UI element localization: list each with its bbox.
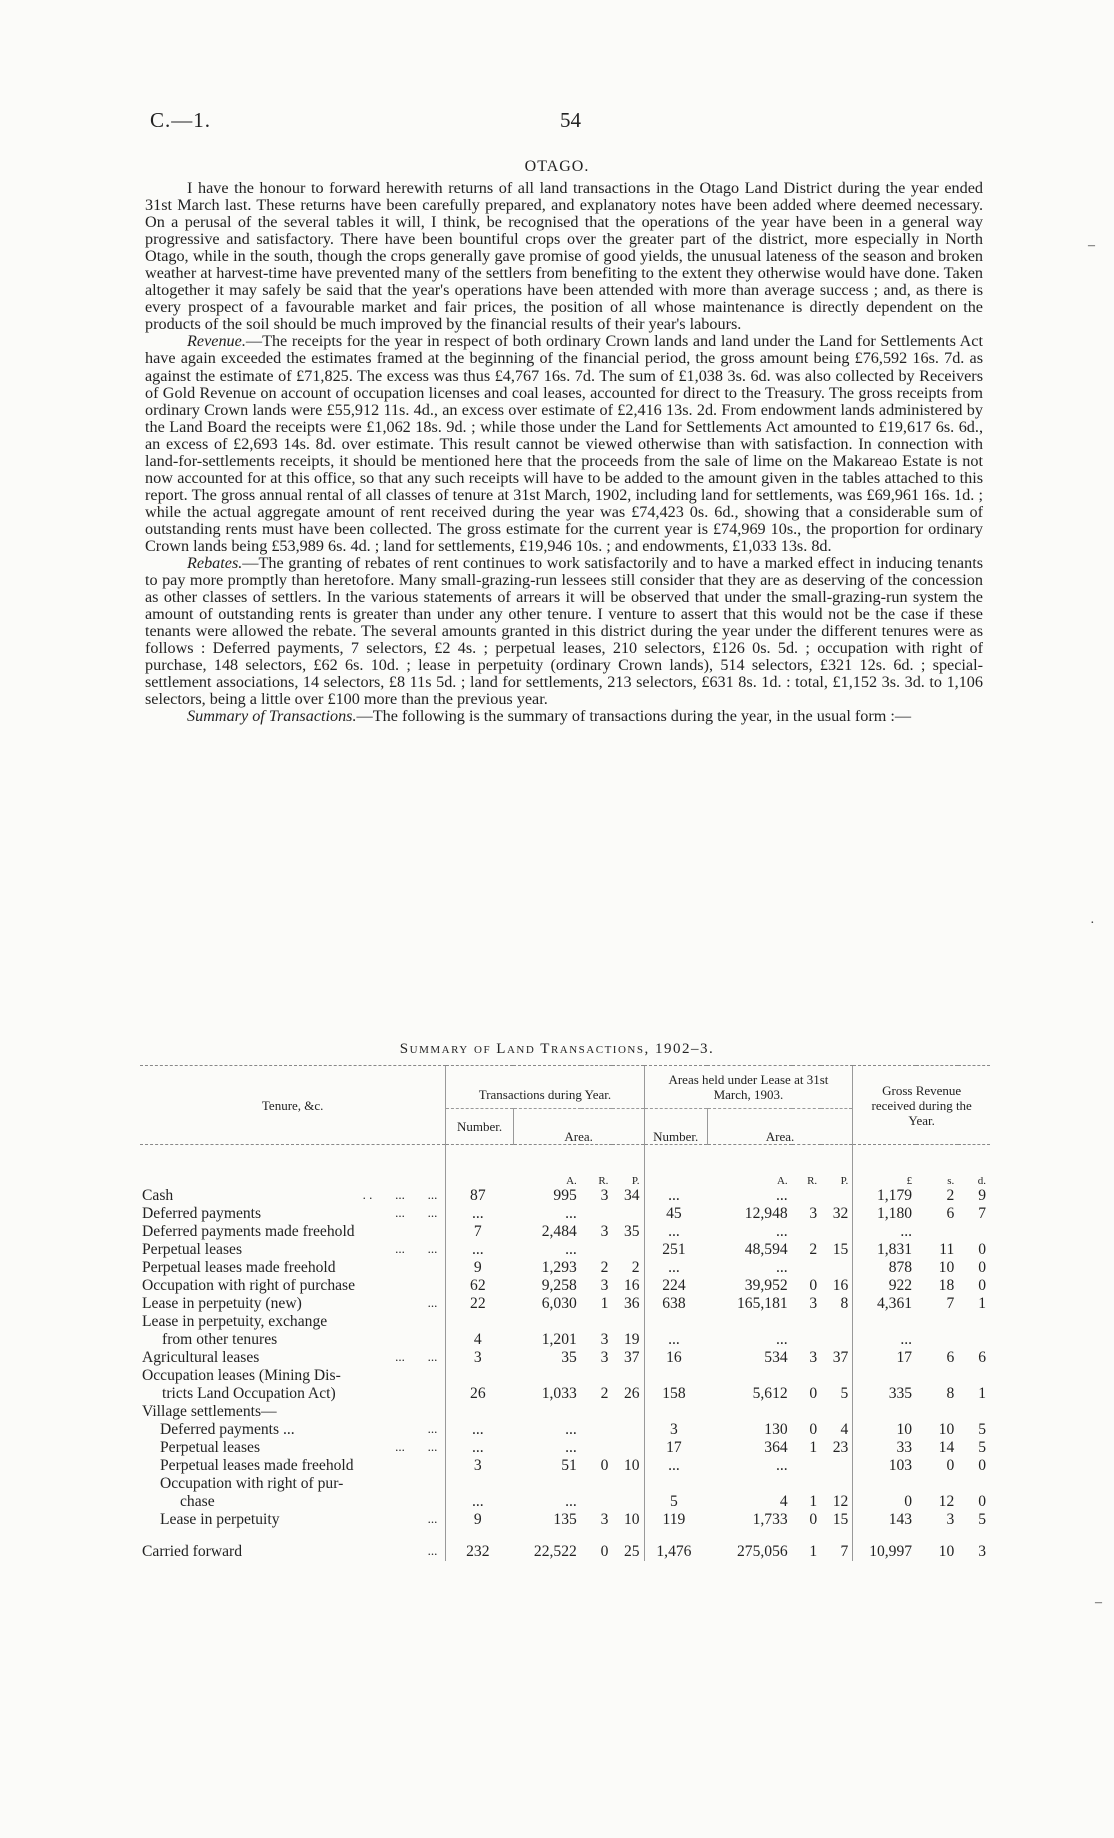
cell-r2: 0 bbox=[809, 1421, 818, 1438]
cell-p2: 32 bbox=[832, 1205, 849, 1222]
cell-a1: ... bbox=[565, 1493, 577, 1510]
table-row bbox=[140, 1241, 990, 1259]
cell-r2: 3 bbox=[809, 1349, 818, 1366]
cell-n2 bbox=[644, 1403, 707, 1421]
cell-p2 bbox=[821, 1313, 853, 1349]
cell-p1: 25 bbox=[623, 1543, 640, 1560]
cell-s: 14 bbox=[938, 1439, 955, 1456]
cell-s: 10 bbox=[938, 1543, 955, 1560]
table-row bbox=[140, 1475, 990, 1511]
cell-d: 3 bbox=[978, 1543, 986, 1560]
cell-n2: 1,476 bbox=[644, 1543, 707, 1561]
tenure-label: Occupation with right of pur- chase bbox=[160, 1475, 344, 1510]
cell-p1: 37 bbox=[623, 1349, 640, 1366]
cell-n1: 62 bbox=[446, 1277, 513, 1295]
cell-r1 bbox=[581, 1403, 613, 1421]
cell-p2: 15 bbox=[832, 1511, 849, 1528]
cell-a2: 364 bbox=[764, 1439, 788, 1456]
cell-r1: 2 bbox=[600, 1259, 609, 1276]
cell-n2: ... bbox=[644, 1259, 707, 1277]
cell-r2: 2 bbox=[809, 1241, 818, 1258]
cell-p2: 7 bbox=[840, 1543, 849, 1560]
cell-n1: 4 bbox=[446, 1313, 513, 1349]
cell-s: 18 bbox=[938, 1277, 955, 1294]
paragraph-revenue: Revenue.—The receipts for the year in respect of both ordinary Crown lands and land under the Land for Settlements Act have again exceeded the estimates framed at the beginning of the financial period, the gross amount being £76,592 16s. 7d. as against the estimate of £71,825. The excess was thus £4,767 16s. 7d. The sum of £1,038 3s. 6d. was also collected by Receivers of Gold Revenue on account of occupation licenses and coal leases, accounted for direct to the Treasury. The gross receipts from ordinary Crown lands were £55,912 11s. 4d., an excess over estimate of £2,416 13s. 2d. From endowment lands administered by the Land Board the receipts were £1,062 18s. 9d. ; while those under the Land for Settlements Act amounted to £19,617 6s. 6d., an excess of £2,693 14s. 8d. over estimate. This result cannot be viewed otherwise than with satisfaction. In connection with land-for-settlements receipts, it should be mentioned here that the proceeds from the sale of lime on the Makareao Estate is not now accounted for at this office, so that any such receipts will have to be added to the amount given in the tables attached to this report. The gross annual rental of all classes of tenure at 31st March, 1902, including land for settlements, was £69,961 16s. 1d. ; while the actual aggregate amount of rent received during the year was £74,423 0s. 6d., showing that a considerable sum of outstanding rents must have been collected. The gross estimate for the current year is £74,969 10s., the proportion for ordinary Crown lands being £53,989 6s. 4d. ; land for settlements, £19,946 10s. ; and endowments, £1,033 13s. 8d. bbox=[145, 332, 983, 555]
cell-p2: 12 bbox=[832, 1493, 849, 1510]
cell-r2 bbox=[792, 1313, 822, 1349]
cell-r2: 1 bbox=[809, 1543, 818, 1560]
cell-s: 0 bbox=[946, 1457, 955, 1474]
cell-d: 0 bbox=[978, 1277, 986, 1294]
cell-n1: ... bbox=[446, 1241, 513, 1259]
cell-a2: 1,733 bbox=[752, 1511, 788, 1528]
cell-a1: ... bbox=[565, 1205, 577, 1222]
cell-n2: 45 bbox=[644, 1205, 707, 1223]
cell-d: 5 bbox=[978, 1421, 986, 1438]
cell-p2 bbox=[821, 1223, 853, 1241]
header-areas-held: Areas held under Lease at 31st March, 1903. bbox=[644, 1066, 853, 1109]
header-gross-revenue: Gross Revenue received during the Year. bbox=[853, 1066, 990, 1145]
cell-a1: 1,201 bbox=[541, 1331, 577, 1348]
table-row bbox=[140, 1457, 990, 1475]
cell-p2: 16 bbox=[832, 1277, 849, 1294]
cell-r1: 2 bbox=[600, 1385, 609, 1402]
cell-n1: 9 bbox=[446, 1259, 513, 1277]
cell-p1 bbox=[612, 1439, 644, 1457]
cell-r1: 3 bbox=[600, 1223, 609, 1240]
cell-l: 0 bbox=[853, 1475, 916, 1511]
section-title: OTAGO. bbox=[524, 158, 590, 175]
cell-p2: 8 bbox=[840, 1295, 849, 1312]
cell-p2: 4 bbox=[840, 1421, 849, 1438]
table-row bbox=[140, 1205, 990, 1223]
cell-p1 bbox=[612, 1205, 644, 1223]
header-tenure: Tenure, &c. bbox=[261, 1097, 324, 1113]
cell-n2: 5 bbox=[644, 1475, 707, 1511]
cell-l: 922 bbox=[853, 1277, 916, 1295]
cell-d: 0 bbox=[978, 1493, 986, 1510]
cell-s bbox=[916, 1403, 958, 1421]
cell-d: 7 bbox=[978, 1205, 986, 1222]
cell-n2: 16 bbox=[644, 1349, 707, 1367]
cell-a2: ... bbox=[775, 1187, 788, 1204]
cell-r1 bbox=[581, 1241, 613, 1259]
cell-n1: 232 bbox=[446, 1543, 513, 1561]
table-row bbox=[140, 1295, 990, 1313]
cell-a2: 534 bbox=[764, 1349, 788, 1366]
table-body bbox=[140, 1187, 990, 1561]
table-row bbox=[140, 1187, 990, 1205]
cell-a2: 48,594 bbox=[744, 1241, 788, 1258]
cell-d bbox=[958, 1403, 990, 1421]
cell-r1 bbox=[581, 1205, 613, 1223]
cell-a1: 22,522 bbox=[533, 1543, 577, 1560]
cell-p1 bbox=[612, 1403, 644, 1421]
summary-heading: Summary of Transactions. bbox=[187, 707, 357, 726]
table-row bbox=[140, 1259, 990, 1277]
cell-p1 bbox=[612, 1475, 644, 1511]
paragraph-rebates: Rebates.—The granting of rebates of rent continues to work satisfactorily and to have a marked effect in inducing tenants to pay more promptly than heretofore. Many small-grazing-run lessees still consider that they are as deserving of the concession as other classes of settlers. In the various statements of arrears it will be observed that under the small-grazing-run system the amount of outstanding rents is greater than under any other tenure. I venture to assert that this would not be the case if these tenants were allowed the rebate. The several amounts granted in this district during the year under the different tenures were as follows : Deferred payments, 7 selectors, £2 4s. ; perpetual leases, 210 selectors, £126 0s. 5d. ; occupation with right of purchase, 148 selectors, £62 6s. 10d. ; lease in perpetuity (ordinary Crown lands), 514 selectors, £321 12s. 6d. ; special-settlement associations, 14 selectors, £8 11s 5d. ; land for settlements, 213 selectors, £631 8s. 1d. : total, £1,152 3s. 3d. to 1,106 selectors, being a little over £100 more than the previous year. bbox=[145, 554, 983, 709]
cell-n1: ... bbox=[446, 1475, 513, 1511]
cell-p2: 23 bbox=[832, 1439, 849, 1456]
cell-s: 10 bbox=[938, 1421, 955, 1438]
cell-r1: 0 bbox=[600, 1457, 609, 1474]
cell-a1: 135 bbox=[553, 1511, 577, 1528]
cell-n1 bbox=[446, 1403, 513, 1421]
cell-l: 17 bbox=[853, 1349, 916, 1367]
cell-n2: ... bbox=[644, 1457, 707, 1475]
cell-a2: ... bbox=[775, 1259, 788, 1276]
cell-s: 11 bbox=[939, 1241, 955, 1258]
cell-r2: 3 bbox=[809, 1295, 818, 1312]
cell-s: 12 bbox=[938, 1493, 955, 1510]
cell-l: 10 bbox=[853, 1421, 916, 1439]
cell-p2: 37 bbox=[832, 1349, 849, 1366]
cell-p1: 16 bbox=[623, 1277, 640, 1294]
cell-l: 103 bbox=[853, 1457, 916, 1475]
table-row bbox=[140, 1421, 990, 1439]
cell-a1: 35 bbox=[561, 1349, 577, 1366]
header-number-1: Number. bbox=[446, 1109, 513, 1145]
cell-r2 bbox=[792, 1223, 822, 1241]
cell-a1: 6,030 bbox=[541, 1295, 577, 1312]
table-row bbox=[140, 1313, 990, 1349]
tenure-label: Deferred payments made freehold bbox=[142, 1223, 355, 1240]
cell-l: ... bbox=[853, 1223, 916, 1241]
units-row: A. R. P. A. R. P. £ s. d. bbox=[140, 1145, 990, 1187]
cell-d: 1 bbox=[978, 1385, 986, 1402]
cell-d: 5 bbox=[978, 1439, 986, 1456]
cell-n1: ... bbox=[446, 1421, 513, 1439]
cell-a1: 1,033 bbox=[541, 1385, 577, 1402]
cell-a2: 5,612 bbox=[752, 1385, 788, 1402]
cell-r1 bbox=[581, 1439, 613, 1457]
table-title: Summary of Land Transactions, 1902–3. bbox=[399, 1041, 715, 1057]
cell-n1: 7 bbox=[446, 1223, 513, 1241]
cell-d: 5 bbox=[978, 1511, 986, 1528]
cell-p1 bbox=[612, 1421, 644, 1439]
cell-p1 bbox=[612, 1241, 644, 1259]
page-number: 54 bbox=[560, 108, 581, 132]
tenure-label: Lease in perpetuity (new) ... bbox=[142, 1295, 438, 1312]
table-row bbox=[140, 1511, 990, 1529]
cell-r2 bbox=[792, 1403, 822, 1421]
revenue-heading: Revenue. bbox=[187, 332, 246, 351]
tenure-label: Occupation leases (Mining Dis- tricts Land Occupation Act) bbox=[142, 1367, 341, 1402]
cell-r2: 0 bbox=[809, 1511, 818, 1528]
cell-r1: 3 bbox=[600, 1331, 609, 1348]
cell-l: 335 bbox=[853, 1367, 916, 1403]
table-row bbox=[140, 1223, 990, 1241]
margin-mark: – bbox=[1095, 1595, 1102, 1610]
cell-a1: 995 bbox=[553, 1187, 577, 1204]
cell-a2: 39,952 bbox=[744, 1277, 788, 1294]
cell-a1: ... bbox=[565, 1421, 577, 1438]
cell-n1: ... bbox=[446, 1439, 513, 1457]
cell-n2: ... bbox=[644, 1223, 707, 1241]
table-row bbox=[140, 1439, 990, 1457]
cell-l: 1,831 bbox=[853, 1241, 916, 1259]
cell-s: 6 bbox=[946, 1205, 955, 1222]
cell-n1: 3 bbox=[446, 1457, 513, 1475]
cell-a1: ... bbox=[565, 1439, 577, 1456]
cell-r1: 3 bbox=[600, 1349, 609, 1366]
cell-l: ... bbox=[853, 1313, 916, 1349]
cell-n1: 22 bbox=[446, 1295, 513, 1313]
margin-mark: · bbox=[1090, 916, 1095, 931]
tenure-label: Lease in perpetuity, exchange from other tenures bbox=[142, 1313, 328, 1348]
cell-l: 4,361 bbox=[853, 1295, 916, 1313]
cell-d bbox=[958, 1223, 990, 1241]
cell-n1: ... bbox=[446, 1205, 513, 1223]
cell-p1: 35 bbox=[623, 1223, 640, 1240]
cell-r2: 0 bbox=[809, 1385, 818, 1402]
cell-r2 bbox=[792, 1187, 822, 1205]
cell-r1 bbox=[581, 1421, 613, 1439]
cell-a2: 275,056 bbox=[736, 1543, 788, 1560]
cell-p1: 2 bbox=[631, 1259, 640, 1276]
cell-a1 bbox=[513, 1403, 580, 1421]
table-row bbox=[140, 1367, 990, 1403]
carried-forward-row bbox=[140, 1543, 990, 1561]
cell-a2: 4 bbox=[779, 1493, 788, 1510]
paragraph-intro: I have the honour to forward herewith returns of all land transactions in the Otago Land District during the year ended 31st March last. These returns have been carefully prepared, and explanatory notes have been added where deemed necessary. On a perusal of the several tables it will, I think, be recognised that the operations of the year have been in a general way progressive and satisfactory. There have been bountiful crops over the greater part of the district, more especially in North Otago, while in the south, though the crops generally gave promise of good yields, the unusual lateness of the season and broken weather at harvest-time have prevented many of the settlers from benefiting to the extent they otherwise would have done. Taken altogether it may safely be said that the year's operations have been attended with more than average success ; and, as there is every prospect of a favourable market and fair prices, the position of all whose maintenance is directly dependent on the products of the soil should be much improved by the financial results of their year's labours. bbox=[145, 179, 983, 334]
cell-s: 6 bbox=[946, 1349, 955, 1366]
cell-a1: ... bbox=[565, 1241, 577, 1258]
cell-n2: ... bbox=[644, 1187, 707, 1205]
cell-l: 143 bbox=[853, 1511, 916, 1529]
header-area-2: Area. bbox=[707, 1109, 853, 1145]
cell-p2 bbox=[821, 1403, 853, 1421]
cell-r2: 1 bbox=[809, 1493, 818, 1510]
cell-n2: 119 bbox=[644, 1511, 707, 1529]
cell-a1: 1,293 bbox=[541, 1259, 577, 1276]
cell-a2 bbox=[707, 1403, 791, 1421]
tenure-label: Cash . . ... ... bbox=[142, 1187, 438, 1204]
cell-l: 33 bbox=[853, 1439, 916, 1457]
land-transactions-table bbox=[140, 1065, 990, 1561]
cell-s: 2 bbox=[946, 1187, 955, 1204]
tenure-label: Perpetual leases made freehold bbox=[160, 1457, 354, 1474]
tenure-label: Lease in perpetuity ... bbox=[160, 1511, 438, 1528]
tenure-label: Deferred payments ... ... bbox=[142, 1205, 438, 1222]
page-header-ref: C.—1. bbox=[150, 108, 212, 132]
cell-n1: 9 bbox=[446, 1511, 513, 1529]
cell-p1: 34 bbox=[623, 1187, 640, 1204]
cell-r2: 0 bbox=[809, 1277, 818, 1294]
cell-a2: 130 bbox=[764, 1421, 788, 1438]
cell-s bbox=[916, 1313, 958, 1349]
cell-r1: 3 bbox=[600, 1511, 609, 1528]
tenure-label: Deferred payments ... ... bbox=[160, 1421, 438, 1438]
tenure-label: Occupation with right of purchase bbox=[142, 1277, 356, 1294]
cell-d: 1 bbox=[978, 1295, 986, 1312]
cell-n2: 17 bbox=[644, 1439, 707, 1457]
cell-p2 bbox=[821, 1187, 853, 1205]
cell-n1: 87 bbox=[446, 1187, 513, 1205]
cell-p1: 10 bbox=[623, 1511, 640, 1528]
cell-d: 9 bbox=[978, 1187, 986, 1204]
cell-p2 bbox=[821, 1457, 853, 1475]
cell-n2: 638 bbox=[644, 1295, 707, 1313]
cell-s bbox=[916, 1223, 958, 1241]
cell-r1: 1 bbox=[600, 1295, 609, 1312]
margin-mark: – bbox=[1088, 238, 1095, 253]
cell-r2 bbox=[792, 1457, 822, 1475]
paragraph-summary: Summary of Transactions.—The following is the summary of transactions during the year, in the usual form :— bbox=[187, 707, 912, 726]
cell-p1: 26 bbox=[623, 1385, 640, 1402]
cell-n2: ... bbox=[644, 1313, 707, 1349]
report-body bbox=[145, 180, 983, 726]
cell-d bbox=[958, 1313, 990, 1349]
cell-l: 1,179 bbox=[853, 1187, 916, 1205]
cell-n2: 158 bbox=[644, 1367, 707, 1403]
cell-p1: 36 bbox=[623, 1295, 640, 1312]
tenure-label: Agricultural leases ... ... bbox=[142, 1349, 438, 1366]
cell-r1: 0 bbox=[600, 1543, 609, 1560]
cell-d: 0 bbox=[978, 1241, 986, 1258]
cell-p1: 19 bbox=[623, 1331, 640, 1348]
header-transactions: Transactions during Year. bbox=[446, 1066, 644, 1109]
cell-s: 3 bbox=[946, 1511, 955, 1528]
cell-a1: 2,484 bbox=[541, 1223, 577, 1240]
header-area-1: Area. bbox=[513, 1109, 644, 1145]
cell-s: 7 bbox=[946, 1295, 955, 1312]
cell-n1: 26 bbox=[446, 1367, 513, 1403]
tenure-label: Perpetual leases made freehold bbox=[142, 1259, 336, 1276]
tenure-label: Perpetual leases ... ... bbox=[160, 1439, 438, 1456]
cell-l bbox=[853, 1403, 916, 1421]
cell-p2 bbox=[821, 1259, 853, 1277]
tenure-label: Carried forward ... bbox=[142, 1543, 438, 1560]
header-number-2: Number. bbox=[644, 1109, 707, 1145]
cell-d: 0 bbox=[978, 1259, 986, 1276]
cell-a2: 165,181 bbox=[736, 1295, 788, 1312]
cell-r1: 3 bbox=[600, 1187, 609, 1204]
cell-d: 0 bbox=[978, 1457, 986, 1474]
cell-p1: 10 bbox=[623, 1457, 640, 1474]
table-row bbox=[140, 1349, 990, 1367]
cell-a1: 9,258 bbox=[541, 1277, 577, 1294]
cell-a2: 12,948 bbox=[744, 1205, 788, 1222]
cell-s: 10 bbox=[938, 1259, 955, 1276]
cell-a2: ... bbox=[775, 1331, 788, 1348]
rebates-heading: Rebates. bbox=[187, 554, 243, 573]
cell-s: 8 bbox=[946, 1385, 955, 1402]
cell-r1 bbox=[581, 1475, 613, 1511]
cell-l: 10,997 bbox=[853, 1543, 916, 1561]
cell-r2: 1 bbox=[809, 1439, 818, 1456]
cell-a1: 51 bbox=[561, 1457, 577, 1474]
table-row bbox=[140, 1403, 990, 1421]
cell-a2: ... bbox=[775, 1457, 788, 1474]
tenure-label: Perpetual leases ... ... bbox=[142, 1241, 438, 1258]
cell-d: 6 bbox=[978, 1349, 986, 1366]
cell-p2: 15 bbox=[832, 1241, 849, 1258]
tenure-label: Village settlements— bbox=[142, 1403, 277, 1420]
cell-l: 1,180 bbox=[853, 1205, 916, 1223]
table-row bbox=[140, 1277, 990, 1295]
cell-a2: ... bbox=[775, 1223, 788, 1240]
cell-r1: 3 bbox=[600, 1277, 609, 1294]
cell-l: 878 bbox=[853, 1259, 916, 1277]
cell-n2: 251 bbox=[644, 1241, 707, 1259]
cell-r2 bbox=[792, 1259, 822, 1277]
cell-n1: 3 bbox=[446, 1349, 513, 1367]
cell-n2: 224 bbox=[644, 1277, 707, 1295]
cell-r2: 3 bbox=[809, 1205, 818, 1222]
cell-p2: 5 bbox=[840, 1385, 849, 1402]
cell-n2: 3 bbox=[644, 1421, 707, 1439]
